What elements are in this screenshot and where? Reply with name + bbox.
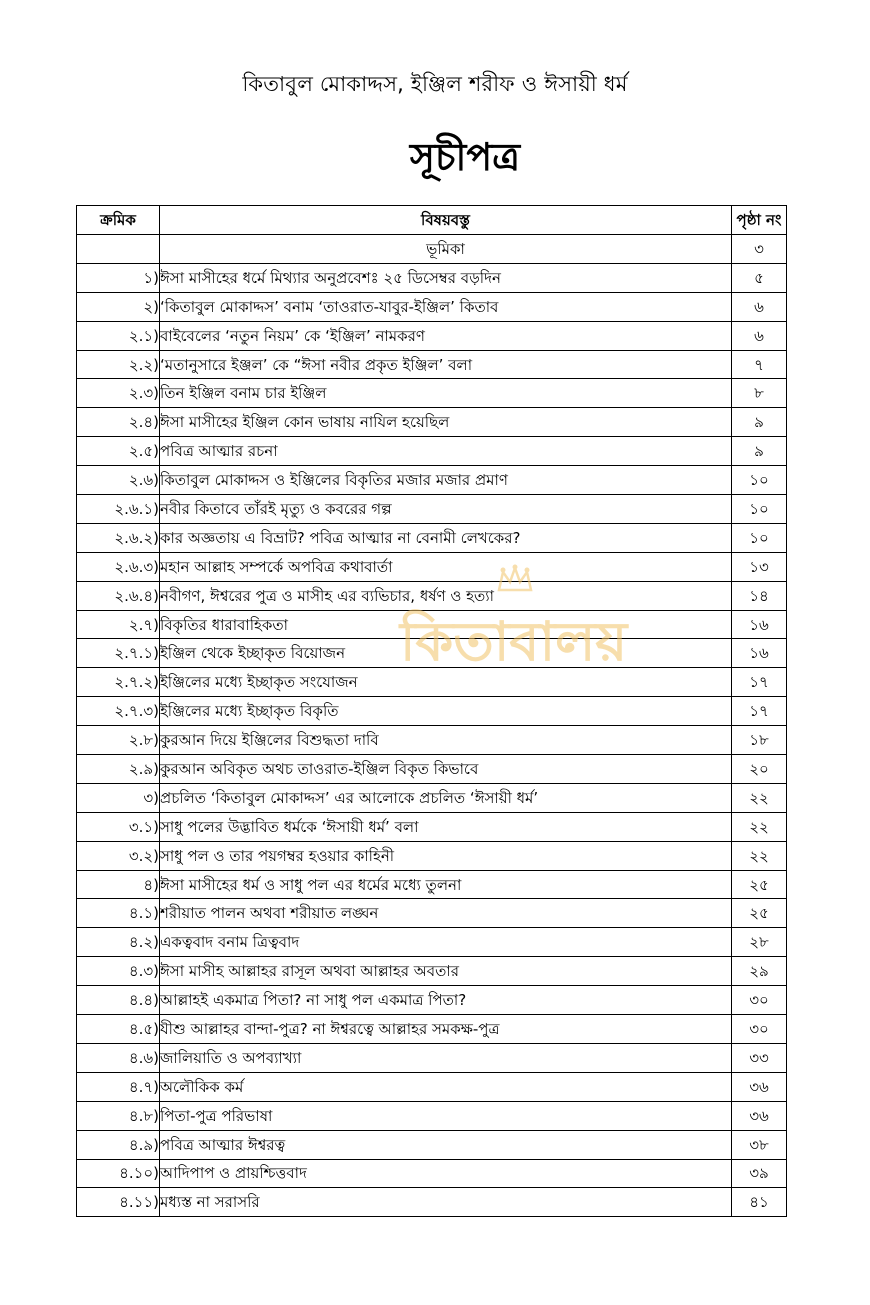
table-row [77,379,787,408]
topic-cell: বাইবেলের ‘নতুন নিয়ম’ কে ‘ইঞ্জিল’ নামকরণ [160,321,732,350]
page-number-cell: ৩৬ [732,1101,787,1130]
topic-cell: সাধু পল ও তার পয়গম্বর হওয়ার কাহিনী [160,841,732,870]
column-header-topic: বিষয়বস্তু [160,206,732,235]
page-number-cell: ৩৬ [732,1072,787,1101]
page-number-cell: ১০ [732,466,787,495]
serial-cell: ৪) [77,870,160,899]
serial-cell: ২.৬.৪) [77,581,160,610]
topic-cell: কুরআন অবিকৃত অথচ তাওরাত-ইঞ্জিল বিকৃত কিভাবে [160,755,732,784]
serial-cell: ৪.১) [77,899,160,928]
page-number-cell: ৩৩ [732,1043,787,1072]
topic-cell: ইঞ্জিল থেকে ইচ্ছাকৃত বিয়োজন [160,639,732,668]
serial-cell: ২.৭) [77,610,160,639]
table-row [77,1188,787,1217]
serial-cell: ২.৬.২) [77,523,160,552]
topic-cell: মহান আল্লাহ সম্পর্কে অপবিত্র কথাবার্তা [160,552,732,581]
page-number-cell: ৬ [732,292,787,321]
topic-cell: আল্লাহই একমাত্র পিতা? না সাধু পল একমাত্র পিতা? [160,986,732,1015]
topic-cell: একত্ববাদ বনাম ত্রিত্ববাদ [160,928,732,957]
topic-cell: আদিপাপ ও প্রায়শ্চিত্তবাদ [160,1159,732,1188]
table-row [77,986,787,1015]
table-row [77,668,787,697]
serial-cell: ৩) [77,783,160,812]
page-number-cell: ১০ [732,523,787,552]
table-row [77,928,787,957]
topic-cell: পিতা-পুত্র পরিভাষা [160,1101,732,1130]
serial-cell: ২.৫) [77,437,160,466]
table-row [77,899,787,928]
table-row [77,697,787,726]
topic-cell: ঈসা মাসীহের ধর্ম ও সাধু পল এর ধর্মের মধ্যে তুলনা [160,870,732,899]
serial-cell: ২.৭.৩) [77,697,160,726]
page-number-cell: ৭ [732,350,787,379]
serial-cell: ২) [77,292,160,321]
table-row [77,639,787,668]
table-row [77,552,787,581]
serial-cell: ৪.৫) [77,1015,160,1044]
page-number-cell: ৬ [732,321,787,350]
table-row [77,1130,787,1159]
topic-cell: কিতাবুল মোকাদ্দস ও ইঞ্জিলের বিকৃতির মজার মজার প্রমাণ [160,466,732,495]
column-header-page: পৃষ্ঠা নং [732,206,787,235]
serial-cell: ৪.৪) [77,986,160,1015]
page-number-cell: ১৩ [732,552,787,581]
watermark-text: কিতাবালয় [400,609,628,673]
table-row [77,870,787,899]
topic-cell: ইঞ্জিলের মধ্যে ইচ্ছাকৃত সংযোজন [160,668,732,697]
topic-cell: ঈসা মাসীহ আল্লাহর রাসূল অথবা আল্লাহর অবতার [160,957,732,986]
page-number-cell: ১৮ [732,726,787,755]
topic-cell: প্রচলিত ‘কিতাবুল মোকাদ্দস’ এর আলোকে প্রচলিত ‘ঈসায়ী ধর্ম’ [160,783,732,812]
topic-cell: ‘কিতাবুল মোকাদ্দস’ বনাম ‘তাওরাত-যাবুর-ইঞ্জিল’ কিতাব [160,292,732,321]
page-number-cell: ৮ [732,379,787,408]
serial-cell: ২.৭.২) [77,668,160,697]
topic-cell: বিকৃতির ধারাবাহিকতা [160,610,732,639]
table-row [77,812,787,841]
serial-cell: ৪.৮) [77,1101,160,1130]
topic-cell: তিন ইঞ্জিল বনাম চার ইঞ্জিল [160,379,732,408]
column-header-serial: ক্রমিক [77,206,160,235]
page-number-cell: ৩০ [732,1015,787,1044]
serial-cell: ৪.৬) [77,1043,160,1072]
topic-cell: নবীর কিতাবে তাঁরই মৃত্যু ও কবরের গল্প [160,495,732,524]
table-row [77,523,787,552]
page-number-cell: ৩৯ [732,1159,787,1188]
page-number-cell: ১৬ [732,610,787,639]
toc-body [77,235,787,1217]
serial-cell: ৪.৯) [77,1130,160,1159]
page-number-cell: ৩৮ [732,1130,787,1159]
table-row [77,1159,787,1188]
table-row [77,1072,787,1101]
topic-cell: শরীয়াত পালন অথবা শরীয়াত লঙ্ঘন [160,899,732,928]
serial-cell: ২.৬.৩) [77,552,160,581]
serial-cell: ৪.২) [77,928,160,957]
table-row [77,437,787,466]
serial-cell: ২.৯) [77,755,160,784]
table-row [77,1101,787,1130]
book-title: কিতাবুল মোকাদ্দস, ইঞ্জিল শরীফ ও ঈসায়ী ধর্ম [242,72,628,96]
page-number-cell: ৫ [732,263,787,292]
serial-cell: ২.৬.১) [77,495,160,524]
serial-cell: ২.৬) [77,466,160,495]
page-number-cell: ১৪ [732,581,787,610]
topic-cell: জালিয়াতি ও অপব্যাখ্যা [160,1043,732,1072]
table-row [77,235,787,264]
page-number-cell: ৯ [732,437,787,466]
page-number-cell: ২৯ [732,957,787,986]
page-number-cell: ২৫ [732,870,787,899]
topic-cell: ঈসা মাসীহের ধর্মে মিথ্যার অনুপ্রবেশঃ ২৫ ডিসেম্বর বড়দিন [160,263,732,292]
serial-cell: ২.৩) [77,379,160,408]
serial-cell: ৪.১০) [77,1159,160,1188]
table-row [77,292,787,321]
page-number-cell: ২০ [732,755,787,784]
table-row [77,466,787,495]
serial-cell: ২.৮) [77,726,160,755]
table-row [77,263,787,292]
topic-cell: ইঞ্জিলের মধ্যে ইচ্ছাকৃত বিকৃতি [160,697,732,726]
page-number-cell: ৯ [732,408,787,437]
page-number-cell: ১৭ [732,668,787,697]
table-row [77,321,787,350]
serial-cell: ৪.১১) [77,1188,160,1217]
topic-cell: ‘মতানুসারে ইঞ্জল’ কে “ঈসা নবীর প্রকৃত ইঞ্জিল’ বলা [160,350,732,379]
serial-cell: ২.৪) [77,408,160,437]
serial-cell: ৩.২) [77,841,160,870]
topic-cell: কুরআন দিয়ে ইঞ্জিলের বিশুদ্ধতা দাবি [160,726,732,755]
table-row [77,841,787,870]
topic-cell: ঈসা মাসীহের ইঞ্জিল কোন ভাষায় নাযিল হয়েছিল [160,408,732,437]
table-row [77,408,787,437]
page-number-cell: ১৬ [732,639,787,668]
page-number-cell: ২২ [732,812,787,841]
page-number-cell: ২৮ [732,928,787,957]
topic-cell: ভূমিকা [160,235,732,264]
toc-table [76,205,787,1217]
table-row [77,726,787,755]
topic-cell: কার অজ্ঞতায় এ বিভ্রাট? পবিত্র আত্মার না বেনামী লেখকের? [160,523,732,552]
page-number-cell: ৩০ [732,986,787,1015]
table-row [77,350,787,379]
table-row [77,783,787,812]
page-number-cell: ২৫ [732,899,787,928]
table-row [77,1043,787,1072]
serial-cell: ২.৭.১) [77,639,160,668]
topic-cell: অলৌকিক কর্ম [160,1072,732,1101]
table-row [77,957,787,986]
table-row [77,610,787,639]
table-row [77,755,787,784]
topic-cell: যীশু আল্লাহর বান্দা-পুত্র? না ঈশ্বরত্বে আল্লাহর সমকক্ষ-পুত্র [160,1015,732,1044]
table-row [77,1015,787,1044]
topic-cell: পবিত্র আত্মার রচনা [160,437,732,466]
topic-cell: পবিত্র আত্মার ঈশ্বরত্ব [160,1130,732,1159]
table-row [77,581,787,610]
topic-cell: নবীগণ, ঈশ্বরের পুত্র ও মাসীহ এর ব্যভিচার, ধর্ষণ ও হত্যা [160,581,732,610]
topic-cell: মধ্যস্ত না সরাসরি [160,1188,732,1217]
serial-cell: ২.২) [77,350,160,379]
serial-cell: ৪.৭) [77,1072,160,1101]
page-number-cell: ২২ [732,783,787,812]
topic-cell: সাধু পলের উদ্ভাবিত ধর্মকে ‘ঈসায়ী ধর্ম’ বলা [160,812,732,841]
serial-cell: ৪.৩) [77,957,160,986]
page-number-cell: ১০ [732,495,787,524]
toc-header-row [77,206,787,235]
page-number-cell: ২২ [732,841,787,870]
toc-title: সূচীপত্র [409,135,521,179]
page-number-cell: ৩ [732,235,787,264]
table-row [77,495,787,524]
page-number-cell: ১৭ [732,697,787,726]
page-number-cell: ৪১ [732,1188,787,1217]
serial-cell: ২.১) [77,321,160,350]
serial-cell [77,235,160,264]
serial-cell: ৩.১) [77,812,160,841]
serial-cell: ১) [77,263,160,292]
